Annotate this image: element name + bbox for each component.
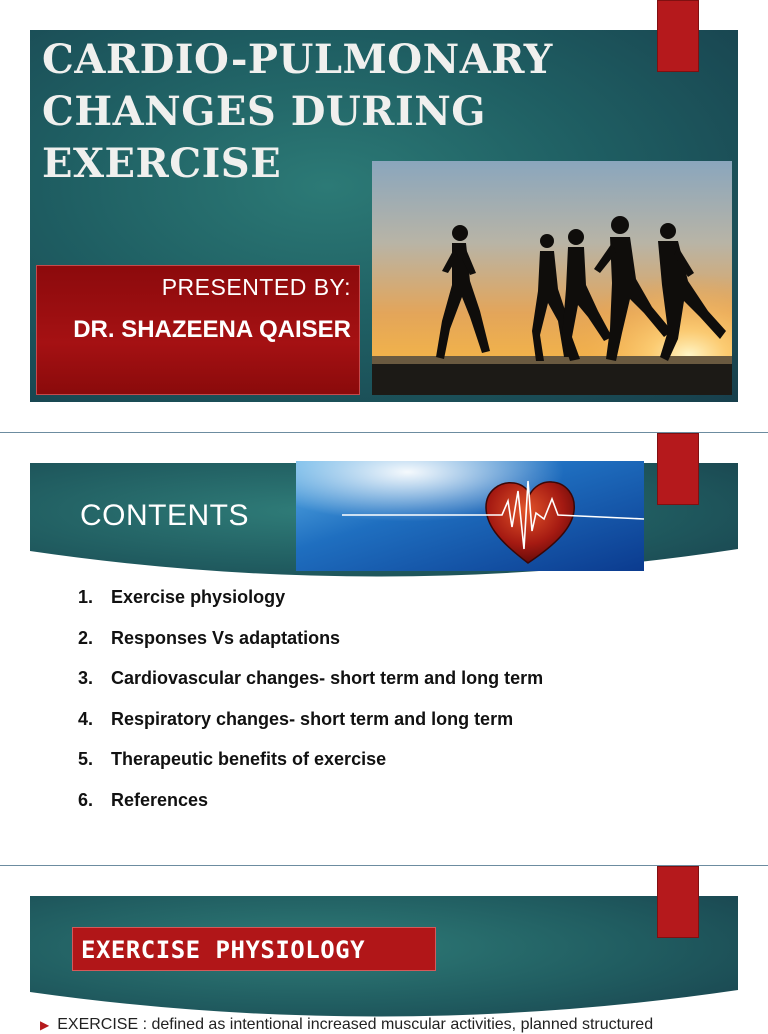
slide-exercise-physiology bbox=[0, 866, 768, 1033]
bullet-text: EXERCISE : defined as intentional increased muscular activities, planned structured bbox=[57, 1016, 654, 1033]
list-item-text: References bbox=[111, 789, 209, 810]
list-item bbox=[78, 745, 543, 786]
bullet-arrow-icon: ▶ bbox=[40, 1018, 50, 1032]
red-tab-decoration bbox=[657, 433, 699, 505]
heart-ecg-image bbox=[296, 461, 644, 571]
slide-title bbox=[0, 0, 768, 432]
list-item bbox=[78, 583, 543, 624]
list-item-number: 2. bbox=[78, 627, 94, 648]
list-item bbox=[78, 664, 543, 705]
bullet-item bbox=[40, 1016, 740, 1034]
list-item bbox=[78, 786, 543, 827]
title-line: CARDIO-PULMONARY bbox=[42, 36, 553, 83]
section-heading: CONTENTS bbox=[80, 499, 249, 532]
runners-image bbox=[372, 161, 732, 395]
list-item-number: 3. bbox=[78, 668, 94, 688]
slide-contents bbox=[0, 433, 768, 865]
list-item-text: Cardiovascular changes- short term and long term bbox=[111, 668, 544, 688]
presented-by-label: PRESENTED BY: bbox=[161, 274, 351, 300]
title-line: EXERCISE bbox=[42, 140, 282, 187]
list-item bbox=[78, 624, 543, 665]
contents-list bbox=[78, 583, 543, 826]
section-heading: EXERCISE PHYSIOLOGY bbox=[81, 936, 366, 964]
list-item-number: 5. bbox=[78, 749, 94, 769]
section-heading-box bbox=[72, 927, 436, 971]
title-line: CHANGES DURING bbox=[42, 88, 486, 135]
presenter-box bbox=[36, 265, 360, 395]
list-item-number: 6. bbox=[78, 789, 94, 810]
list-item bbox=[78, 705, 543, 746]
list-item-text: Therapeutic benefits of exercise bbox=[111, 749, 387, 769]
presenter-name: DR. SHAZEENA QAISER bbox=[73, 316, 351, 343]
list-item-number: 1. bbox=[78, 587, 94, 607]
red-tab-decoration bbox=[657, 0, 699, 72]
red-tab-decoration bbox=[657, 866, 699, 938]
list-item-text: Responses Vs adaptations bbox=[111, 627, 341, 648]
list-item-text: Respiratory changes- short term and long term bbox=[111, 708, 514, 729]
list-item-number: 4. bbox=[78, 708, 94, 729]
list-item-text: Exercise physiology bbox=[111, 587, 286, 607]
